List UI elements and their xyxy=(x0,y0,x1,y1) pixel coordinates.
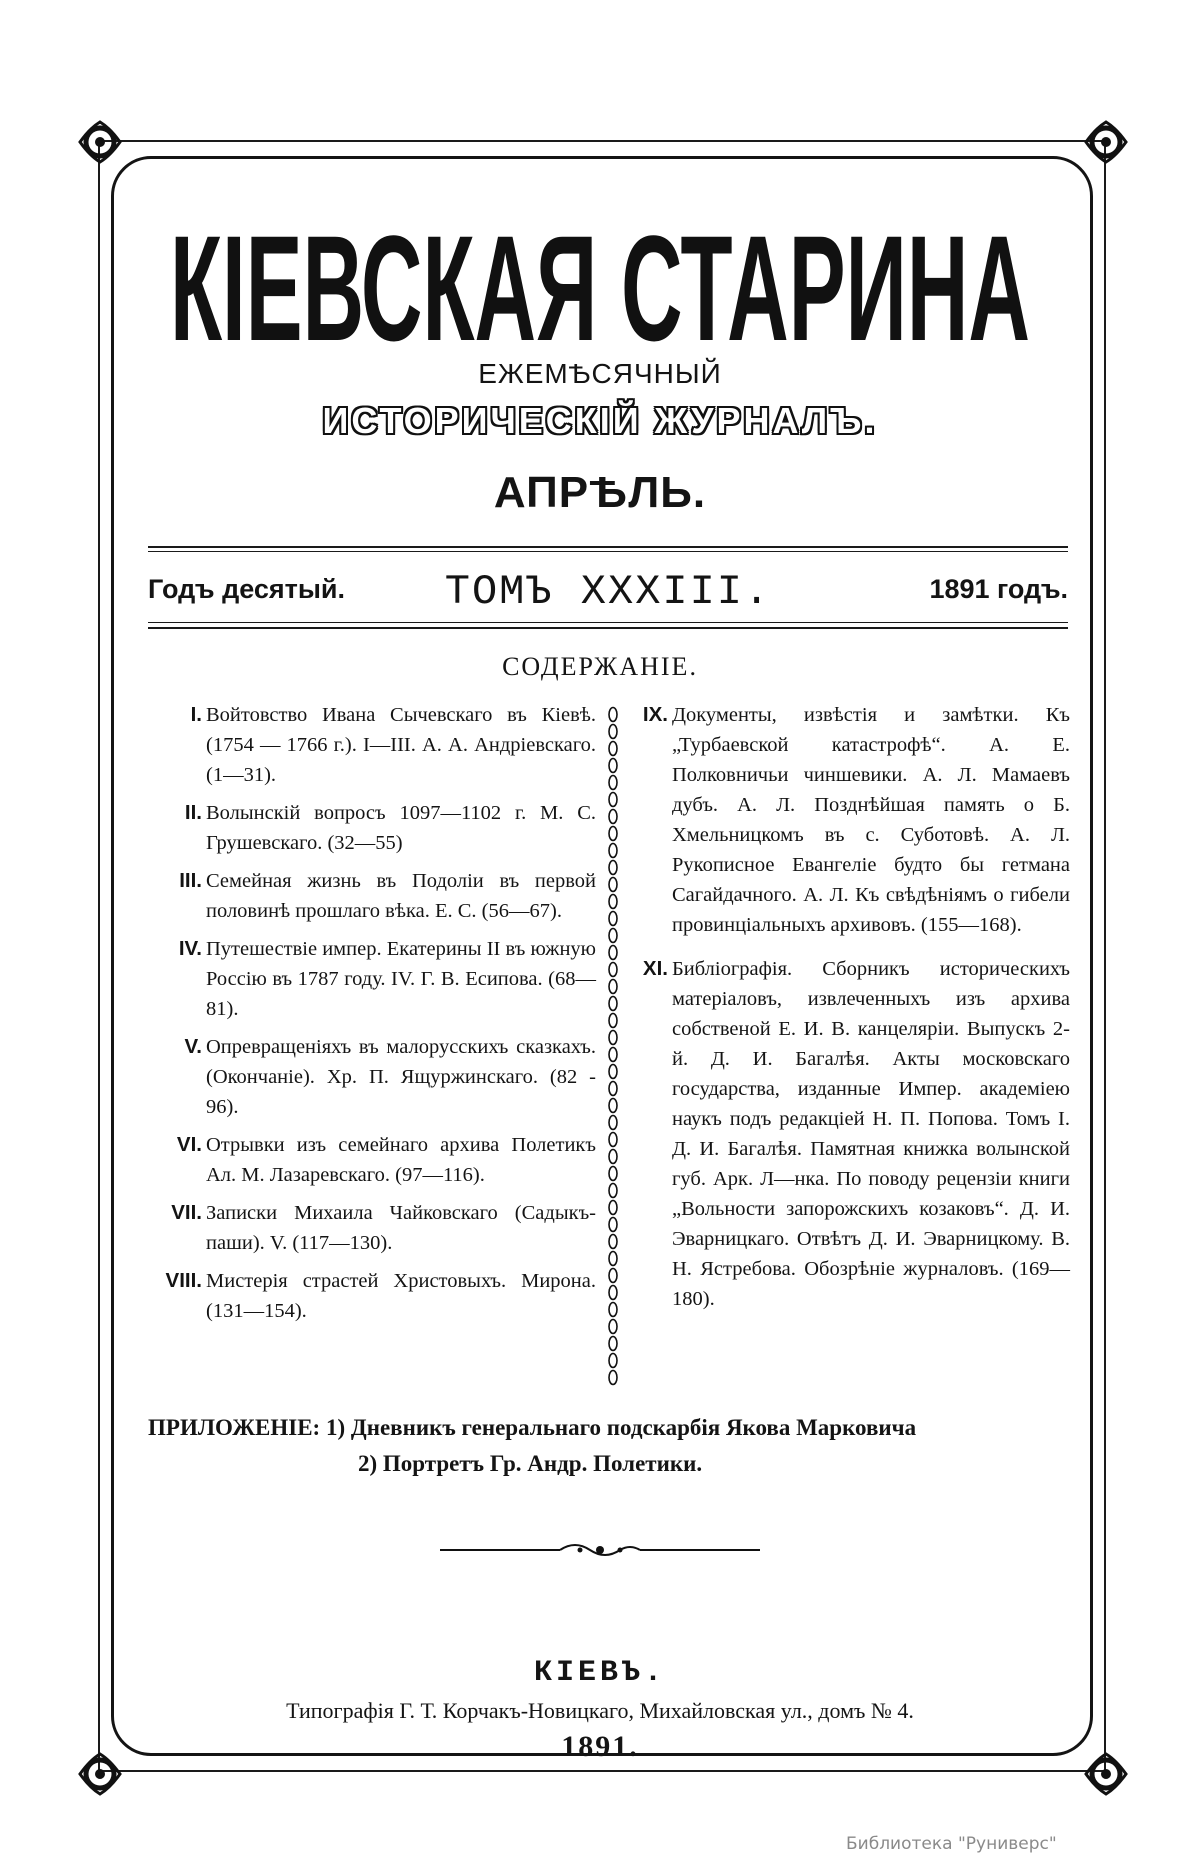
publication-year: 1891 годъ. xyxy=(929,574,1068,604)
issue-month: АПРѢЛЬ. xyxy=(493,468,707,517)
year-number: Годъ десятый. xyxy=(148,574,346,604)
contents-entry: XI. Библіографія. Сборникъ историческихъ матеріаловъ, извлеченныхъ изъ архива собственой Е. И. В. канцеляріи. Выпускъ 2-й. Д. И. Багалѣя. Акты московскаго государства, изданные Импер. академіею наукъ подъ редакціей Н. П. Попова. Томъ I. Д. И. Багалѣя. Памятная книжка волынской губ. Арк. Л—нка. По поводу рецензіи книги „Вольности запорожскихъ козаковъ“. Д. И. Эварницкаго. Отвѣтъ Д. И. Эварницкому. В. Н. Ястребова. Обозрѣніе журналовъ. (169—180). xyxy=(642,957,1070,1310)
year-line xyxy=(148,568,1068,618)
contents-entry: VIII. Мистерія страстей Христовыхъ. Мирона. (131—154). xyxy=(165,1269,596,1322)
contents-entry: IV. Путешествіе импер. Екатерины II въ южную Россію въ 1787 году. IV. Г. В. Есипова. (68—81). xyxy=(178,937,596,1020)
contents-entry: IX. Документы, извѣстія и замѣтки. Къ „Турбаевской катастрофѣ“. А. Е. Полковничьи чиншевики. А. Л. Мамаевъ дубъ. А. Л. Позднѣйшая память о Б. Хмельницкомъ въ с. Суботовѣ. А. Л. Рукописное Евангеліе будто бы гетмана Сагайдачного. А. Л. Къ свѣдѣніямъ о гибели провинціальныхъ архивовъ. (155—168). xyxy=(642,703,1070,936)
contents-entry: V. Опревращеніяхъ въ малорусскихъ сказкахъ. (Окончаніе). Хр. П. Ящуржинскаго. (82 - 96). xyxy=(184,1035,596,1118)
corner-ornament-icon xyxy=(76,1750,124,1798)
library-watermark: Библиотека "Руниверс" xyxy=(846,1834,1057,1854)
contents-entry: III. Семейная жизнь въ Подоліи въ первой половинѣ прошлаго вѣка. Е. С. (56—67). xyxy=(179,869,596,922)
divider-rule xyxy=(148,622,1068,623)
contents-entry: II. Волынскій вопросъ 1097—1102 г. М. С. Грушевскаго. (32—55) xyxy=(184,801,596,854)
flourish-ornament-icon xyxy=(440,1540,760,1560)
contents-right-column xyxy=(630,700,1070,1322)
corner-ornament-icon xyxy=(1082,118,1130,166)
appendix xyxy=(148,1410,1068,1482)
corner-ornament-icon xyxy=(1082,1750,1130,1798)
divider-rule xyxy=(148,546,1068,548)
chain-divider-icon xyxy=(607,706,619,1386)
contents-left-column xyxy=(164,700,596,1334)
appendix-line: 2) Портретъ Гр. Андр. Полетики. xyxy=(358,1451,703,1476)
subtitle-historical-journal: ИСТОРИЧЕСКІЙ ЖУРНАЛЪ. xyxy=(322,400,878,441)
imprint-press: Типографія Г. Т. Корчакъ-Новицкаго, Михайловская ул., домъ № 4. xyxy=(286,1698,914,1723)
appendix-line: ПРИЛОЖЕНІЕ: 1) Дневникъ генеральнаго подскарбія Якова Марковича xyxy=(148,1415,917,1440)
contents-entry: I. Войтовство Ивана Сычевскаго въ Кіевѣ. (1754 — 1766 г.). I—III. А. А. Андріевскаго. (1—31). xyxy=(190,703,596,786)
contents-heading: СОДЕРЖАНІЕ. xyxy=(502,652,698,681)
svg-text:КІЕВСКАЯ СТАРИНА: КІЕВСКАЯ СТАРИНА xyxy=(170,204,1030,360)
imprint-year: 1891. xyxy=(561,1730,639,1763)
subtitle-monthly: ЕЖЕМѢСЯЧНЫЙ xyxy=(478,358,722,389)
volume-label: ТОМЪ XXXIII. xyxy=(444,568,772,616)
divider-rule xyxy=(148,551,1068,552)
imprint-city: КІЕВЪ. xyxy=(533,1656,667,1690)
contents-entry: VII. Записки Михаила Чайковскаго (Садыкъ-паши). V. (117—130). xyxy=(171,1201,596,1254)
corner-ornament-icon xyxy=(76,118,124,166)
journal-title xyxy=(150,200,1050,360)
contents-entry: VI. Отрывки изъ семейнаго архива Полетикъ Ал. М. Лазаревскаго. (97—116). xyxy=(176,1133,596,1186)
divider-rule xyxy=(148,627,1068,629)
